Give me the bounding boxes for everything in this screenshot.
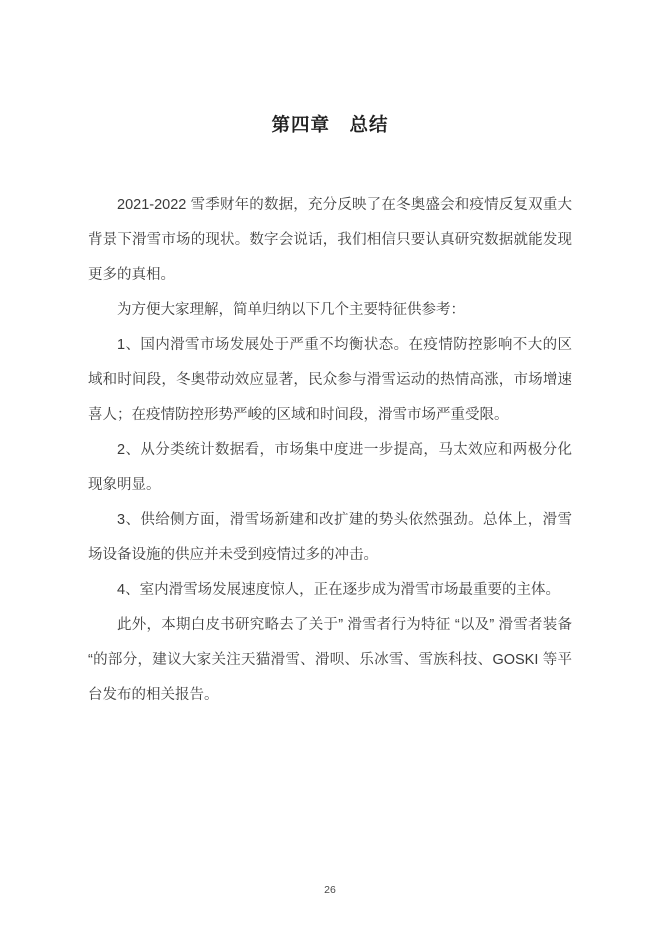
paragraph: 此外，本期白皮书研究略去了关于” 滑雪者行为特征 “以及” 滑雪者装备 “的部分，建议大家关注天猫滑雪、滑呗、乐冰雪、雪族科技、GOSKI 等平台发布的相关报告。 <box>88 617 572 703</box>
paragraph: 2021-2022 雪季财年的数据，充分反映了在冬奥盛会和疫情反复双重大背景下滑雪市场的现状。数字会说话，我们相信只要认真研究数据就能发现更多的真相。 <box>88 197 572 283</box>
paragraph: 3、供给侧方面，滑雪场新建和改扩建的势头依然强劲。总体上，滑雪场设备设施的供应并未受到疫情过多的冲击。 <box>88 512 572 563</box>
paragraph: 4、室内滑雪场发展速度惊人，正在逐步成为滑雪市场最重要的主体。 <box>117 582 561 598</box>
page-number: 26 <box>324 884 336 896</box>
paragraph: 1、国内滑雪市场发展处于严重不均衡状态。在疫情防控影响不大的区域和时间段，冬奥带动效应显著，民众参与滑雪运动的热情高涨，市场增速喜人；在疫情防控形势严峻的区域和时间段，滑雪市场严重受限。 <box>88 337 572 423</box>
paragraph: 2、从分类统计数据看，市场集中度进一步提高，马太效应和两极分化现象明显。 <box>88 442 572 493</box>
paragraph: 为方便大家理解，简单归纳以下几个主要特征供参考： <box>117 302 465 318</box>
chapter-body <box>88 188 572 713</box>
chapter-title: 第四章 总结 <box>271 114 389 135</box>
